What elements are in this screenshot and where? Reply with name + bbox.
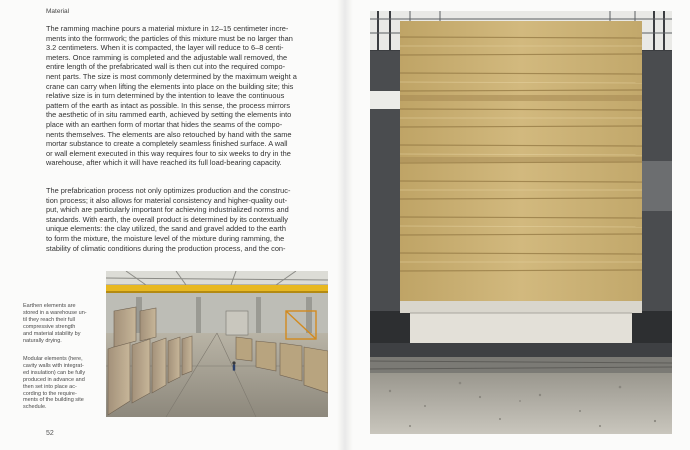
warehouse-photo (106, 271, 328, 417)
text-line: relative size is in turn determined by the intention to leave the continuous (46, 91, 285, 101)
caption-line: cording to the require- (23, 390, 77, 397)
caption-line: compressive strength (23, 323, 76, 330)
caption-line: ed insulation) can be fully (23, 369, 86, 376)
rammed-earth-wall-photo (370, 11, 672, 434)
caption-line: ments of the building site (23, 397, 84, 404)
book-gutter (337, 0, 353, 450)
text-line: nent parts. The size is most commonly determined by the maximum weight a (46, 71, 297, 81)
text-line: warehouse, after which it will have reached its full load-bearing capacity. (46, 158, 282, 168)
text-line: stability of climatic conditions during the production process, and the con- (46, 243, 286, 253)
text-line: standards. With earth, the overall product is determined by its contextually (46, 214, 288, 224)
caption-line: and material stability by (23, 330, 81, 337)
text-line: to form the mixture, the moisture level of the mixture during ramming, the (46, 233, 285, 243)
caption-line: til they reach their full (23, 316, 75, 323)
wall-illustration (370, 11, 672, 434)
text-line: The ramming machine pours a material mixture in 12–15 centimeter incre- (46, 24, 289, 33)
caption-line: schedule. (23, 404, 47, 411)
caption-line: Earthen elements are (23, 303, 76, 309)
caption-line: cavity walls with integrat- (23, 362, 84, 369)
text-line: crane can carry when lifting the elements into place on the building site; this (46, 81, 294, 91)
caption-line: naturally drying. (23, 337, 62, 344)
photo-caption-modular (23, 356, 99, 411)
text-line: mortar substance to create a completely seamless finished surface. A wall (46, 139, 288, 149)
caption-line: produced in advance and (23, 376, 85, 383)
body-paragraph-1 (46, 24, 328, 168)
body-paragraph-2 (46, 186, 328, 253)
text-line: nents themselves. The elements are also retouched by hand with the same (46, 129, 292, 139)
text-line: 3.2 centimeters. When it is compacted, the layer will reduce to 6–8 centi- (46, 43, 284, 53)
text-line: put, which are particularly important for achieving industrialized norms and (46, 205, 289, 215)
caption-line: Modular elements (here, (23, 356, 83, 362)
page-number: 52 (46, 430, 54, 437)
text-line: the aesthetic of in situ rammed earth, achieved by setting the elements into (46, 110, 292, 120)
text-line: unique elements: the clay utilized, the sand and gravel added to the earth (46, 224, 286, 234)
text-line: tion process; it also allows for material consistency and higher-quality out- (46, 195, 288, 205)
text-line: or wall element executed in this way requires four to six weeks to dry in the (46, 148, 291, 158)
section-header: Material (46, 8, 70, 15)
text-line: The prefabrication process not only optimizes production and the construc- (46, 186, 291, 195)
caption-line: stored in a warehouse un- (23, 309, 87, 316)
caption-line: then set into place ac- (23, 383, 77, 390)
text-line: ments into the formwork; the particles of this mixture must be no larger than (46, 33, 293, 43)
text-line: place with an earthen form of mortar that hides the seams of the compo- (46, 119, 283, 129)
photo-caption-storage (23, 303, 99, 344)
warehouse-illustration (106, 271, 328, 417)
text-line: pattern of the earth as intact as possible. In this sense, the process mirrors (46, 100, 291, 110)
text-line: meters. Once ramming is completed and the adjustable wall removed, the (46, 52, 288, 62)
text-line: entire length of the prefabricated wall is then cut into the required compo- (46, 62, 286, 72)
